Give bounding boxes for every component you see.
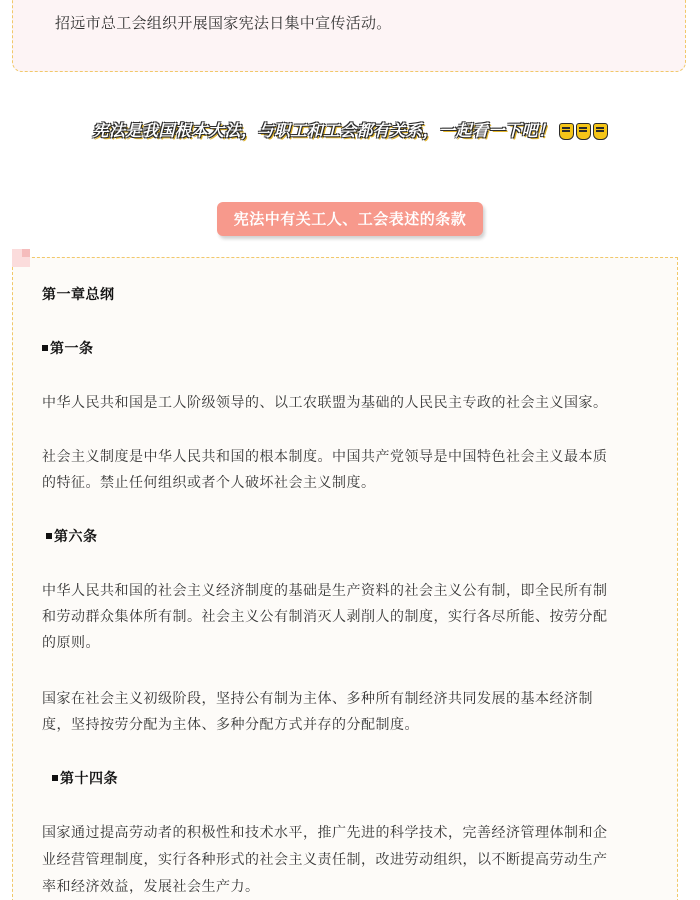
intro-text: 招远市总工会组织开展国家宪法日集中宣传活动。 — [55, 14, 392, 32]
article-title-1: 第一条 — [42, 338, 94, 358]
chapter-title: 第一章总纲 — [42, 287, 115, 303]
article-1-line-2: 社会主义制度是中华人民共和国的根本制度。中国共产党领导是中国特色社会主义最本质 — [42, 449, 608, 465]
article-14-line-1: 国家通过提高劳动者的积极性和技术水平，推广先进的科学技术，完善经济管理体制和企 — [42, 825, 608, 841]
article-title-14: 第十四条 — [52, 768, 118, 788]
article-6-line-1: 中华人民共和国的社会主义经济制度的基础是生产资料的社会主义公有制，即全民所有制 — [42, 583, 608, 599]
slogan-text: 宪法是我国根本大法，与职工和工会都有关系，一起看一下吧！ — [92, 121, 555, 140]
raised-fist-icon — [576, 123, 591, 140]
section-heading: 宪法中有关工人、工会表述的条款 — [217, 202, 483, 236]
slogan — [0, 118, 700, 141]
article-1-line-3: 的特征。禁止任何组织或者个人破坏社会主义制度。 — [42, 475, 376, 491]
article-14-line-3: 率和经济效益，发展社会生产力。 — [42, 879, 260, 895]
article-14-line-2: 业经营管理制度，实行各种形式的社会主义责任制，改进劳动组织，以不断提高劳动生产 — [42, 852, 608, 868]
article-6-line-4: 国家在社会主义初级阶段，坚持公有制为主体、多种所有制经济共同发展的基本经济制 — [42, 691, 593, 707]
fist-icons — [559, 123, 608, 140]
article-6-line-3: 的原则。 — [42, 635, 100, 651]
intro-box — [12, 0, 686, 72]
raised-fist-icon — [559, 123, 574, 140]
raised-fist-icon — [593, 123, 608, 140]
corner-decoration-small — [22, 249, 30, 257]
article-title-6: 第六条 — [46, 526, 98, 546]
article-1-line-1: 中华人民共和国是工人阶级领导的、以工农联盟为基础的人民民主专政的社会主义国家。 — [42, 395, 608, 411]
content-box — [12, 257, 678, 900]
article-6-line-5: 度，坚持按劳分配为主体、多种分配方式并存的分配制度。 — [42, 717, 419, 733]
article-6-line-2: 和劳动群众集体所有制。社会主义公有制消灭人剥削人的制度，实行各尽所能、按劳分配 — [42, 609, 608, 625]
